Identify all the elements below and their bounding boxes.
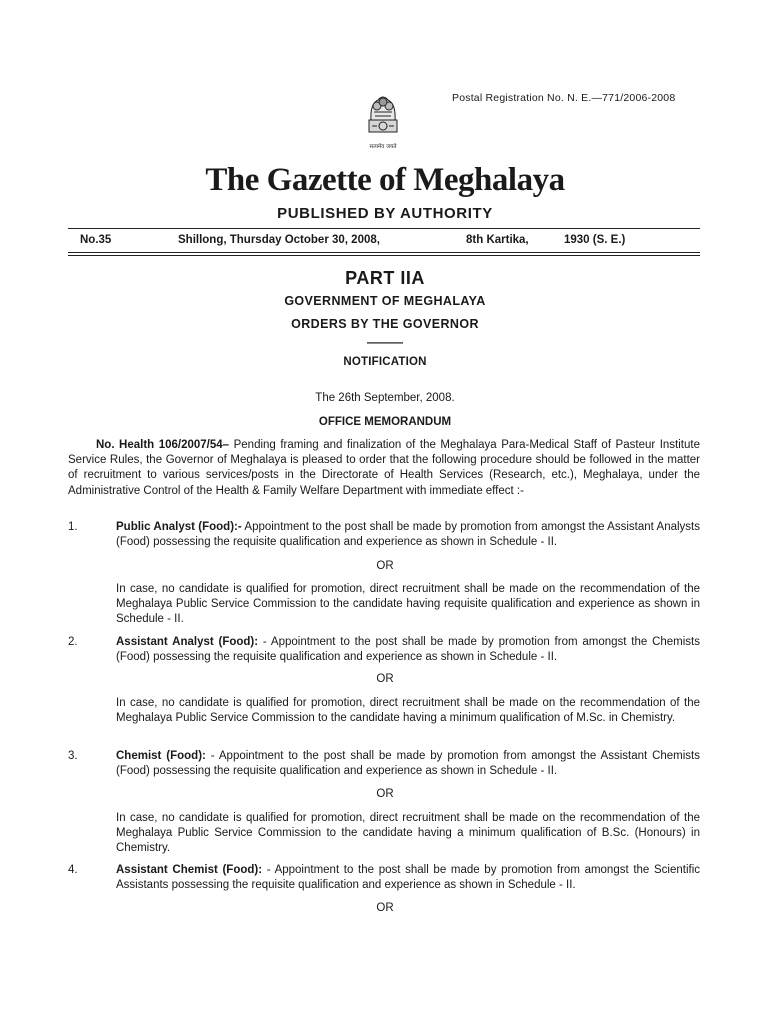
intro-paragraph [68, 438, 700, 499]
heading-separator: ——— [367, 335, 403, 349]
item-rule [116, 520, 700, 550]
item-alternative: In case, no candidate is qualified for promotion, direct recruitment shall be made on the recommendation of the Meghalaya Public Service Commission to the candidate having requisite qualification and experience as shown in Schedule - II. [116, 583, 700, 626]
item-rule [116, 863, 700, 893]
part-heading: PART IIA [345, 268, 425, 288]
item-rule-text: - Appointment to the post shall be made by promotion from amongst the Scientific Assistants possessing the requisite qualification and experience as shown in Schedule - II. [116, 864, 700, 892]
saka-year: 1930 (S. E.) [564, 234, 626, 246]
item-alternative: In case, no candidate is qualified for promotion, direct recruitment shall be made on the recommendation of the Meghalaya Public Service Commission to the candidate having a minimum qualification of M.Sc. in Chemistry. [116, 697, 700, 725]
item-or: OR [376, 902, 394, 914]
intro-text: Pending framing and finalization of the Meghalaya Para-Medical Staff of Pasteur Institute Service Rules, the Governor of Meghalaya is pleased to order that the following procedure should be followed in the matter of recruitment to various services/posts in the Directorate of Health Services (Research, etc.), Meghalaya, under the Administrative Control of the Health & Family Welfare Department with immediate effect :- [68, 439, 700, 497]
issue-number: No.35 [80, 234, 112, 246]
gazette-title: The Gazette of Meghalaya [205, 162, 565, 198]
item-rule [116, 749, 700, 779]
item-post: Assistant Analyst (Food): [116, 636, 259, 648]
item-alternative: In case, no candidate is qualified for promotion, direct recruitment shall be made on the recommendation of the Meghalaya Public Service Commission to the candidate having a minimum qualification of B.Sc. (Honours) in Chemistry. [116, 812, 700, 855]
published-by-authority: PUBLISHED BY AUTHORITY [277, 205, 493, 222]
masthead-rule-bottom [68, 252, 700, 253]
notification-heading: NOTIFICATION [343, 356, 427, 368]
item-rule-text: Appointment to the post shall be made by promotion from amongst the Assistant Analysts (Food) possessing the requisite qualification and experience as shown in Schedule - II. [116, 521, 700, 549]
item-rule [116, 635, 700, 665]
issue-place-date: Shillong, Thursday October 30, 2008, [178, 234, 380, 246]
item-number: 2. [68, 636, 78, 648]
item-rule-text: - Appointment to the post shall be made by promotion from amongst the Assistant Chemists (Food) possessing the requisite qualification and experience as shown in Schedule - II. [116, 750, 701, 778]
item-or: OR [376, 560, 394, 572]
item-number: 1. [68, 521, 78, 533]
orders-heading: ORDERS BY THE GOVERNOR [291, 317, 479, 331]
office-memorandum-heading: OFFICE MEMORANDUM [318, 416, 452, 428]
item-post: Public Analyst (Food):- [116, 521, 242, 533]
item-post: Assistant Chemist (Food): [116, 864, 263, 876]
government-heading: GOVERNMENT OF MEGHALAYA [284, 294, 486, 308]
masthead-rule-bottom-double [68, 255, 700, 256]
item-number: 4. [68, 864, 78, 876]
saka-date: 8th Kartika, [466, 234, 529, 246]
item-or: OR [376, 788, 394, 800]
item-post: Chemist (Food): [116, 750, 206, 762]
item-rule-text: - Appointment to the post shall be made by promotion from amongst the Chemists (Food) possessing the requisite qualification and experience as shown in Schedule - II. [116, 636, 701, 664]
item-or: OR [376, 673, 394, 685]
item-number: 3. [68, 750, 78, 762]
notification-date: The 26th September, 2008. [315, 392, 455, 404]
memo-reference: No. Health 106/2007/54– [96, 439, 230, 451]
svg-text:सत्यमेव जयते: सत्यमेव जयते [369, 144, 397, 150]
masthead-rule-top [68, 228, 700, 229]
postal-registration: Postal Registration No. N. E.—771/2006-2008 [452, 92, 676, 104]
state-emblem-icon [358, 90, 408, 160]
